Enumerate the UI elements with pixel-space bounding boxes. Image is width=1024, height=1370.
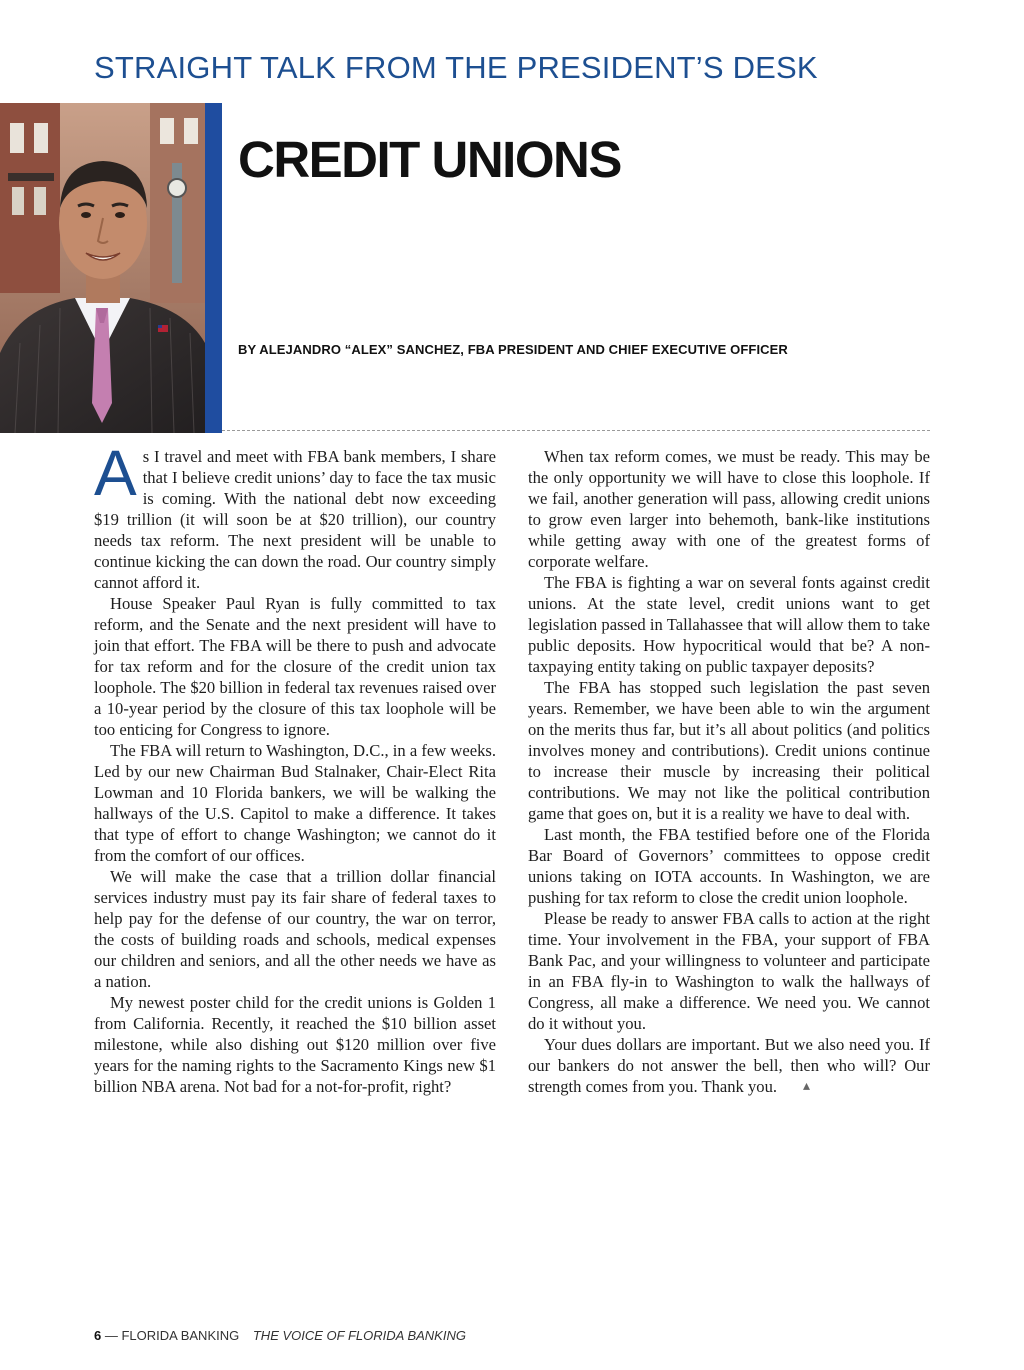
accent-bar [205,103,222,433]
paragraph: Please be ready to answer FBA calls to action at the right time. Your involvement in the FBA, your support of FBA Bank Pac, and your willingness to volunteer and participate in an FBA fly-in to Washington to walk the hallways of Congress, all make a difference. We need you. We cannot do it without you. [528,909,930,1033]
page-footer [94,1328,466,1343]
publication-name: — FLORIDA BANKING [104,1328,240,1343]
paragraph: The FBA will return to Washington, D.C., in a few weeks. Led by our new Chairman Bud Stalnaker, Chair-Elect Rita Lowman and 10 Florida bankers, we will be walking the hallways of the U.S. Capitol to make a difference. It takes that type of effort to change Washington; we cannot do it from the comfort of our offices. [94,741,496,865]
author-photo [0,103,205,433]
paragraph-text: s I travel and meet with FBA bank members, I share that I believe credit unions’ day to face the tax music is coming. With the national debt now exceeding $19 trillion (it will soon be at $20 trillion), our country needs tax reform. The next president will be unable to continue kicking the can down the road. Our country simply cannot afford it. [94,447,496,592]
paragraph: Last month, the FBA testified before one of the Florida Bar Board of Governors’ committees to oppose credit unions taking on IOTA accounts. In Washington, we are pushing for tax reform to close the credit union loophole. [528,825,930,907]
paragraph: When tax reform comes, we must be ready. This may be the only opportunity we will have to close this loophole. If we fail, another generation will pass, allowing credit unions to grow even larger into behemoth, bank-like institutions while getting away with one of the greatest forms of corporate welfare. [528,447,930,571]
paragraph: The FBA is fighting a war on several fonts against credit unions. At the state level, credit unions want to get legislation passed in Tallahassee that will allow them to take public deposits. How hypocritical would that be? A non-taxpaying entity taking on public taxpayer deposits? [528,573,930,676]
page-number: 6 [94,1328,102,1343]
paragraph: House Speaker Paul Ryan is fully committed to tax reform, and the Senate and the next president will have to join that effort. The FBA will be there to push and advocate for tax reform and for the closure of the credit union tax loophole. The $20 billion in federal tax revenues raised over a 10-year period by the closure of this tax loophole will be too enticing for Congress to ignore. [94,594,496,739]
paragraph: My newest poster child for the credit unions is Golden 1 from California. Recently, it reached the $10 billion asset milestone, while also dishing out $120 million over five years for the naming rights to the Sacramento Kings new $1 billion NBA arena. Not bad for a not-for-profit, right? [94,993,496,1096]
paragraph: We will make the case that a trillion dollar financial services industry must pay its fair share of federal taxes to help pay for the defense of our country, the war on terror, the costs of building roads and schools, medical expenses our children and seniors, and all the other needs we have as a nation. [94,867,496,991]
article-column-left [94,437,496,1097]
drop-cap: A [94,437,137,509]
paragraph [94,437,496,593]
paragraph: The FBA has stopped such legislation the past seven years. Remember, we have been able to win the argument on the merits thus far, but it’s all about politics (and politics involves money and contributions). Credit unions continue to increase their muscle by increasing their political contributions. We may not like the political contribution game that goes on, but it is a reality we have to deal with. [528,678,930,823]
paragraph [528,1034,930,1097]
publication-tagline: THE VOICE OF FLORIDA BANKING [252,1328,466,1343]
paragraph-text: Your dues dollars are important. But we also need you. If our bankers do not answer the bell, then who will? Our strength comes from you. Thank you. [528,1035,930,1096]
headline: CREDIT UNIONS [238,131,621,188]
end-mark-icon: ▴ [803,1079,811,1094]
section-title: STRAIGHT TALK FROM THE PRESIDENT’S DESK [94,50,818,85]
byline: BY ALEJANDRO “ALEX” SANCHEZ, FBA PRESIDENT AND CHIEF EXECUTIVE OFFICER [238,342,788,357]
dashed-divider [222,430,930,431]
article-column-right [528,446,930,1097]
author-photo-illustration [0,103,205,433]
